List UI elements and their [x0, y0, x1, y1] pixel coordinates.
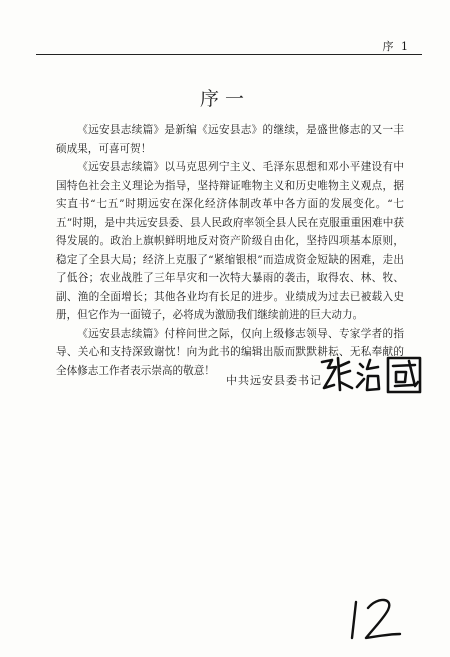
header-rule [36, 54, 422, 55]
paragraph-2: 《远安县志续篇》以马克思列宁主义、毛泽东思想和邓小平建设有中国特色社会主义理论为指导，坚持辩证唯物主义和历史唯物主义观点，据实直书“七五”时期远安在深化经济体制改革中各方面的发展变化。“七五”时期，是中共远安县委、县人民政府率领全县人民在克服重重困难中获得发展的。政治上旗帜鲜明地反对资产阶级自由化，坚持四项基本原则，稳定了全县大局；经济上克服了“紧缩银根”而造成资金短缺的困难，走出了低谷；农业战胜了三年旱灾和一次特大暴雨的袭击，取得农、林、牧、副、渔的全面增长；其他各业均有长足的进步。业绩成为过去已被载入史册，但它作为一面镜子，必将成为激励我们继续前进的巨大动力。 [56, 161, 404, 321]
body-text [56, 121, 404, 380]
running-head: 序 1 [382, 40, 410, 53]
signoff-title: 中共远安县委书记 [226, 374, 322, 387]
page-title: 序一 [199, 88, 250, 110]
handwritten-page-number [344, 592, 408, 644]
handwritten-signature [316, 352, 426, 396]
paragraph-3: 《远安县志续篇》付梓问世之际，仅向上级修志领导、专家学者的指导、关心和支持深致谢忱！向为此书的编辑出版而默默耕耘、无私奉献的全体修志工作者表示崇高的敬意！ [56, 327, 404, 377]
paragraph-1: 《远安县志续篇》是新编《远安县志》的继续，是盛世修志的又一丰硕成果，可喜可贺！ [56, 124, 404, 155]
